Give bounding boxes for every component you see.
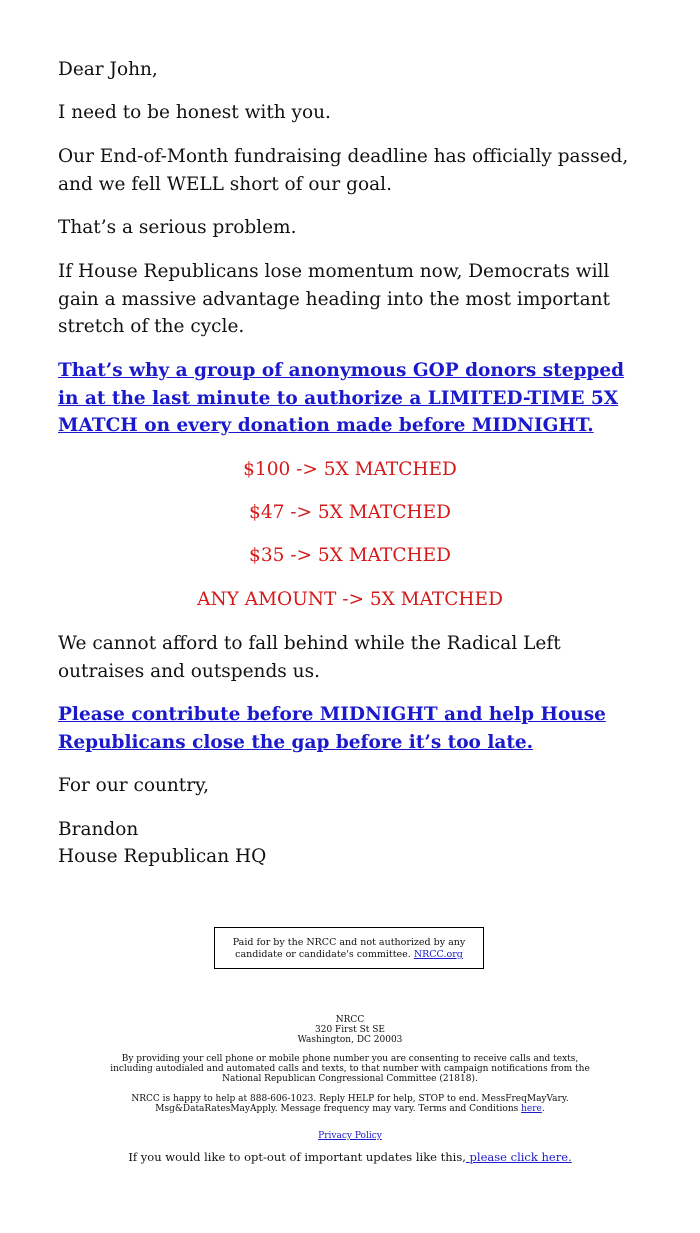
contribute-link[interactable] — [58, 701, 648, 756]
footer-help-period: . — [541, 1104, 545, 1114]
nrcc-org-link[interactable]: NRCC.org — [413, 949, 463, 960]
optout-link[interactable]: please click here. — [465, 1150, 572, 1164]
match-line-35: $35 -> 5X MATCHED — [249, 545, 451, 566]
paragraph-momentum: If House Republicans lose momentum now, Democrats will gain a massive advantage heading into the most important stretch of the cycle. — [58, 261, 610, 337]
footer-address-line1: 320 First St SE — [315, 1025, 385, 1035]
optout-text: If you would like to opt-out of important updates like this, — [128, 1150, 466, 1164]
footer-optout — [0, 1150, 700, 1164]
match-line-100: $100 -> 5X MATCHED — [243, 459, 457, 480]
signature-name: Brandon — [58, 819, 139, 840]
terms-link[interactable]: here — [521, 1104, 542, 1114]
footer-consent: By providing your cell phone or mobile phone number you are consenting to receive calls and texts, including autodialed and automated calls and texts, to that number with campaign notifications from the National Republican Congressional Committee (21818). — [110, 1054, 590, 1084]
signature-org: House Republican HQ — [58, 846, 267, 867]
closing: For our country, — [58, 775, 209, 796]
footer-org-name: NRCC — [335, 1015, 365, 1025]
greeting: Dear John, — [58, 59, 158, 80]
paragraph-honest: I need to be honest with you. — [58, 102, 331, 123]
paragraph-problem: That’s a serious problem. — [58, 217, 297, 238]
match-line-any: ANY AMOUNT -> 5X MATCHED — [197, 589, 503, 610]
footer-help-text: NRCC is happy to help at 888-606-1023. Reply HELP for help, STOP to end. MessFreqMayVary. Msg&DataRatesMayApply. Message frequency may vary. Terms and Conditions — [131, 1094, 569, 1114]
match-offer-link[interactable] — [58, 357, 648, 440]
paragraph-deadline: Our End-of-Month fundraising deadline has officially passed, and we fell WELL short of our goal. — [58, 146, 629, 195]
paragraph-radical-left: We cannot afford to fall behind while the Radical Left outraises and outspends us. — [58, 633, 561, 682]
paid-for-text: Paid for by the NRCC and not authorized by any candidate or candidate's committee. — [232, 937, 466, 960]
footer-privacy — [0, 1131, 700, 1141]
contribute-link-text[interactable]: Please contribute before MIDNIGHT and help House Republicans close the gap before it’s too late. — [58, 704, 606, 753]
paid-for-disclaimer — [214, 927, 484, 969]
match-line-47: $47 -> 5X MATCHED — [249, 502, 451, 523]
privacy-policy-link[interactable]: Privacy Policy — [318, 1131, 382, 1141]
footer-address-line2: Washington, DC 20003 — [297, 1035, 403, 1045]
match-offer-link-text[interactable]: That’s why a group of anonymous GOP donors stepped in at the last minute to authorize a LIMITED-TIME 5X MATCH on every donation made before MIDNIGHT. — [58, 360, 625, 436]
footer-help — [120, 1094, 580, 1114]
